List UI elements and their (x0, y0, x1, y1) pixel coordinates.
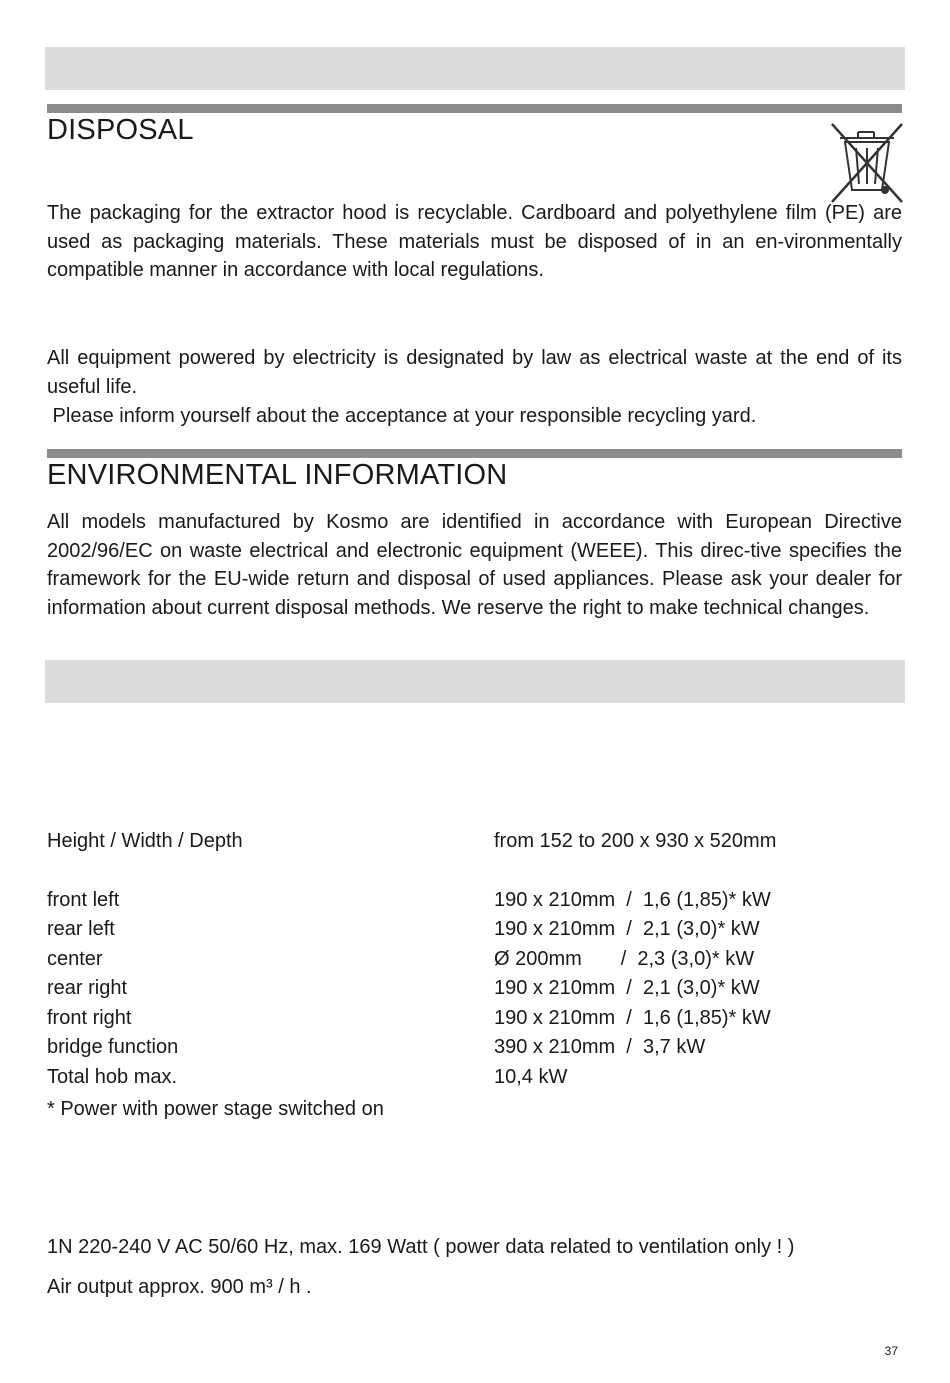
section-rule-environmental (47, 449, 902, 458)
disposal-electrical-waste-paragraph: All equipment powered by electricity is designated by law as electrical waste at the end of its useful life. (47, 347, 902, 398)
environmental-paragraph: All models manufactured by Kosmo are identified in accordance with European Directive 2002/96/EC on waste electrical and electronic equipment (WEEE). This direc-tive specifies the framework for the EU-wide return and disposal of used appliances. Please ask your dealer for information about current disposal methods. We reserve the right to make technical changes. (47, 511, 902, 619)
environmental-heading: ENVIRONMENTAL INFORMATION (47, 459, 508, 491)
spec-label: front right (47, 1007, 132, 1029)
spec-value: 190 x 210mm / 2,1 (3,0)* kW (494, 977, 760, 999)
spec-row-zone (47, 1064, 902, 1090)
section-rule-disposal (47, 104, 902, 113)
spec-row-zone (47, 887, 902, 913)
spec-value: 390 x 210mm / 3,7 kW (494, 1036, 706, 1058)
spec-value: Ø 200mm / 2,3 (3,0)* kW (494, 948, 755, 970)
spec-value: 190 x 210mm / 1,6 (1,85)* kW (494, 1007, 771, 1029)
spec-label: rear right (47, 977, 128, 999)
spec-label: rear left (47, 918, 115, 940)
power-stage-footnote: * Power with power stage switched on (47, 1098, 384, 1120)
spec-row-zone (47, 1005, 902, 1031)
air-output-text: Air output approx. 900 m³ / h . (47, 1276, 312, 1298)
spec-row-zone (47, 975, 902, 1001)
spec-label: center (47, 948, 103, 970)
spec-value: 190 x 210mm / 1,6 (1,85)* kW (494, 889, 771, 911)
disposal-recycling-yard-paragraph: Please inform yourself about the acceptance at your responsible recycling yard. (47, 405, 757, 427)
power-supply-text: 1N 220-240 V AC 50/60 Hz, max. 169 Watt ( power data related to ventilation only ! ) (47, 1236, 795, 1258)
spec-label: bridge function (47, 1036, 179, 1058)
spec-row-dimensions (47, 828, 902, 854)
spec-label: front left (47, 889, 120, 911)
spec-value: from 152 to 200 x 930 x 520mm (494, 830, 777, 852)
spec-row-zone (47, 946, 902, 972)
spec-value: 10,4 kW (494, 1066, 568, 1088)
header-band-specs (45, 660, 905, 703)
header-band-top (45, 47, 905, 90)
page-number: 37 (884, 1344, 898, 1358)
spec-value: 190 x 210mm / 2,1 (3,0)* kW (494, 918, 760, 940)
spec-row-zone (47, 1034, 902, 1060)
crossed-out-wheelie-bin-icon (828, 118, 906, 206)
spec-label: Height / Width / Depth (47, 830, 243, 852)
disposal-packaging-paragraph: The packaging for the extractor hood is recyclable. Cardboard and polyethylene film (PE) are used as packaging materials. These materials must be disposed of in an en-vironmentally compatible manner in accordance with local regulations. (47, 202, 902, 281)
spec-label: Total hob max. (47, 1066, 178, 1088)
disposal-heading: DISPOSAL (47, 114, 194, 146)
spec-row-zone (47, 916, 902, 942)
